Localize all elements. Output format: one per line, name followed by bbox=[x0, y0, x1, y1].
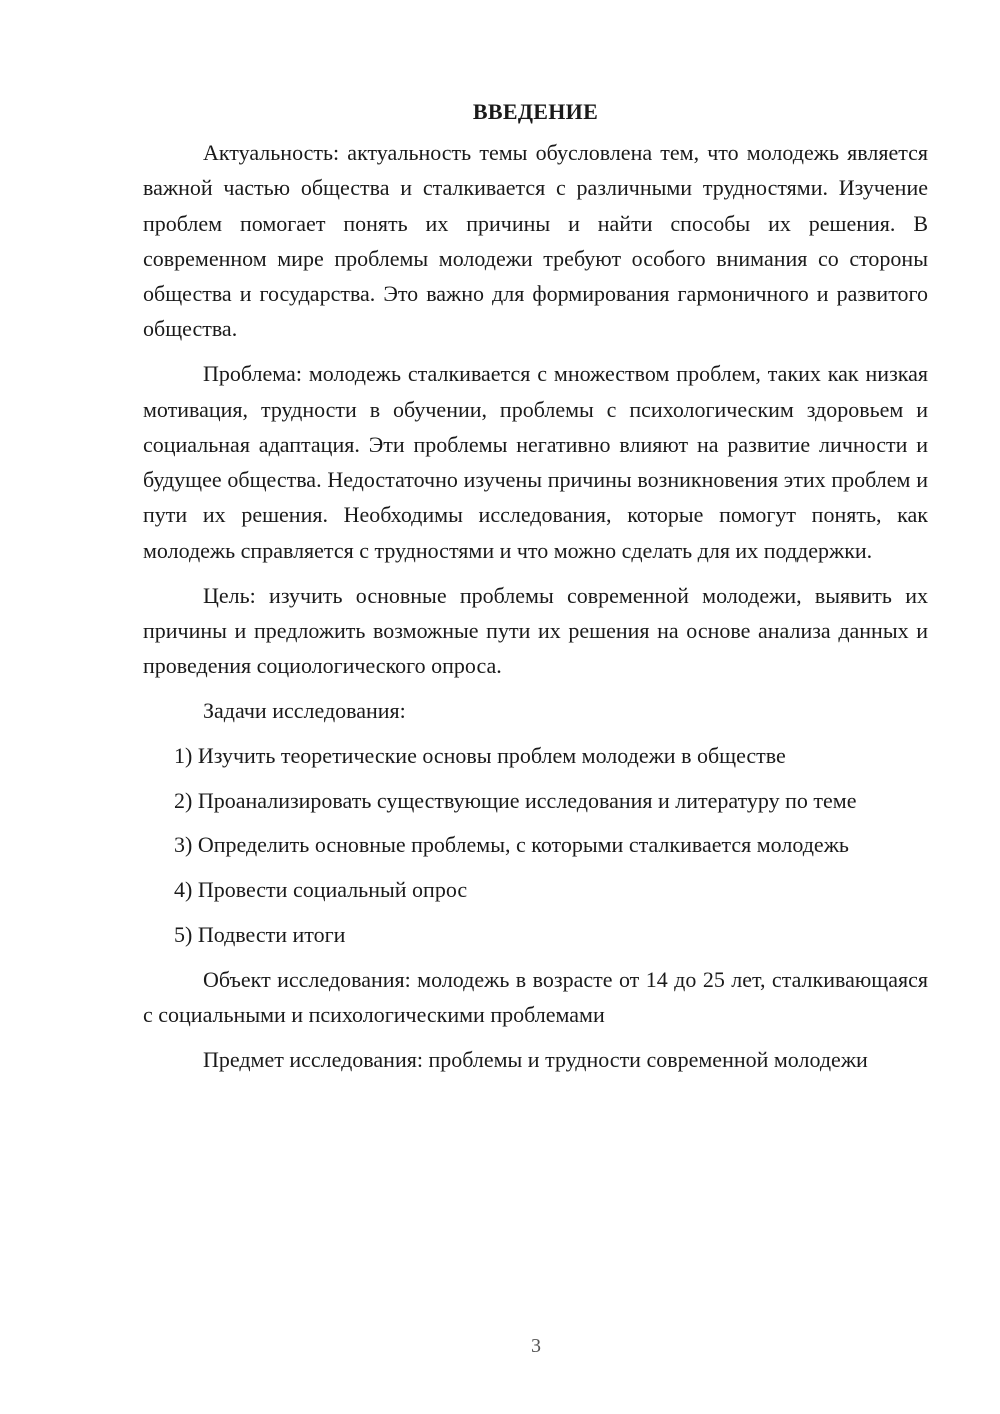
tasks-heading: Задачи исследования: bbox=[203, 697, 406, 723]
task-item: 4) Провести социальный опрос bbox=[174, 877, 468, 903]
document-page bbox=[143, 94, 928, 1087]
task-item: 3) Определить основные проблемы, с которыми сталкивается молодежь bbox=[174, 832, 849, 858]
paragraph-relevance: Актуальность: актуальность темы обусловлена тем, что молодежь является важной частью общества и сталкивается с различными трудностями. Изучение проблем помогает понять их причины и найти способы их решения. В современном мире проблемы молодежи требуют особого внимания со стороны общества и государства. Это важно для формирования гармоничного и развитого общества. bbox=[143, 140, 928, 342]
task-item: 1) Изучить теоретические основы проблем молодежи в обществе bbox=[174, 742, 786, 768]
paragraph-subject: Предмет исследования: проблемы и трудности современной молодежи bbox=[203, 1046, 868, 1072]
page-number: 3 bbox=[531, 1335, 541, 1357]
section-title: ВВЕДЕНИЕ bbox=[472, 99, 599, 124]
task-item: 5) Подвести итоги bbox=[174, 921, 346, 947]
task-item: 2) Проанализировать существующие исследования и литературу по теме bbox=[174, 787, 857, 813]
paragraph-problem: Проблема: молодежь сталкивается с множеством проблем, таких как низкая мотивация, трудности в обучении, проблемы с психологическим здоровьем и социальная адаптация. Эти проблемы негативно влияют на развитие личности и будущее общества. Недостаточно изучены причины возникновения этих проблем и пути их решения. Необходимы исследования, которые помогут понять, как молодежь справляется с трудностями и что можно сделать для их поддержки. bbox=[143, 361, 928, 563]
paragraph-object: Объект исследования: молодежь в возрасте от 14 до 25 лет, сталкивающаяся с социальными и психологическими проблемами bbox=[143, 966, 928, 1028]
paragraph-goal: Цель: изучить основные проблемы современной молодежи, выявить их причины и предложить возможные пути их решения на основе анализа данных и проведения социологического опроса. bbox=[143, 582, 928, 679]
